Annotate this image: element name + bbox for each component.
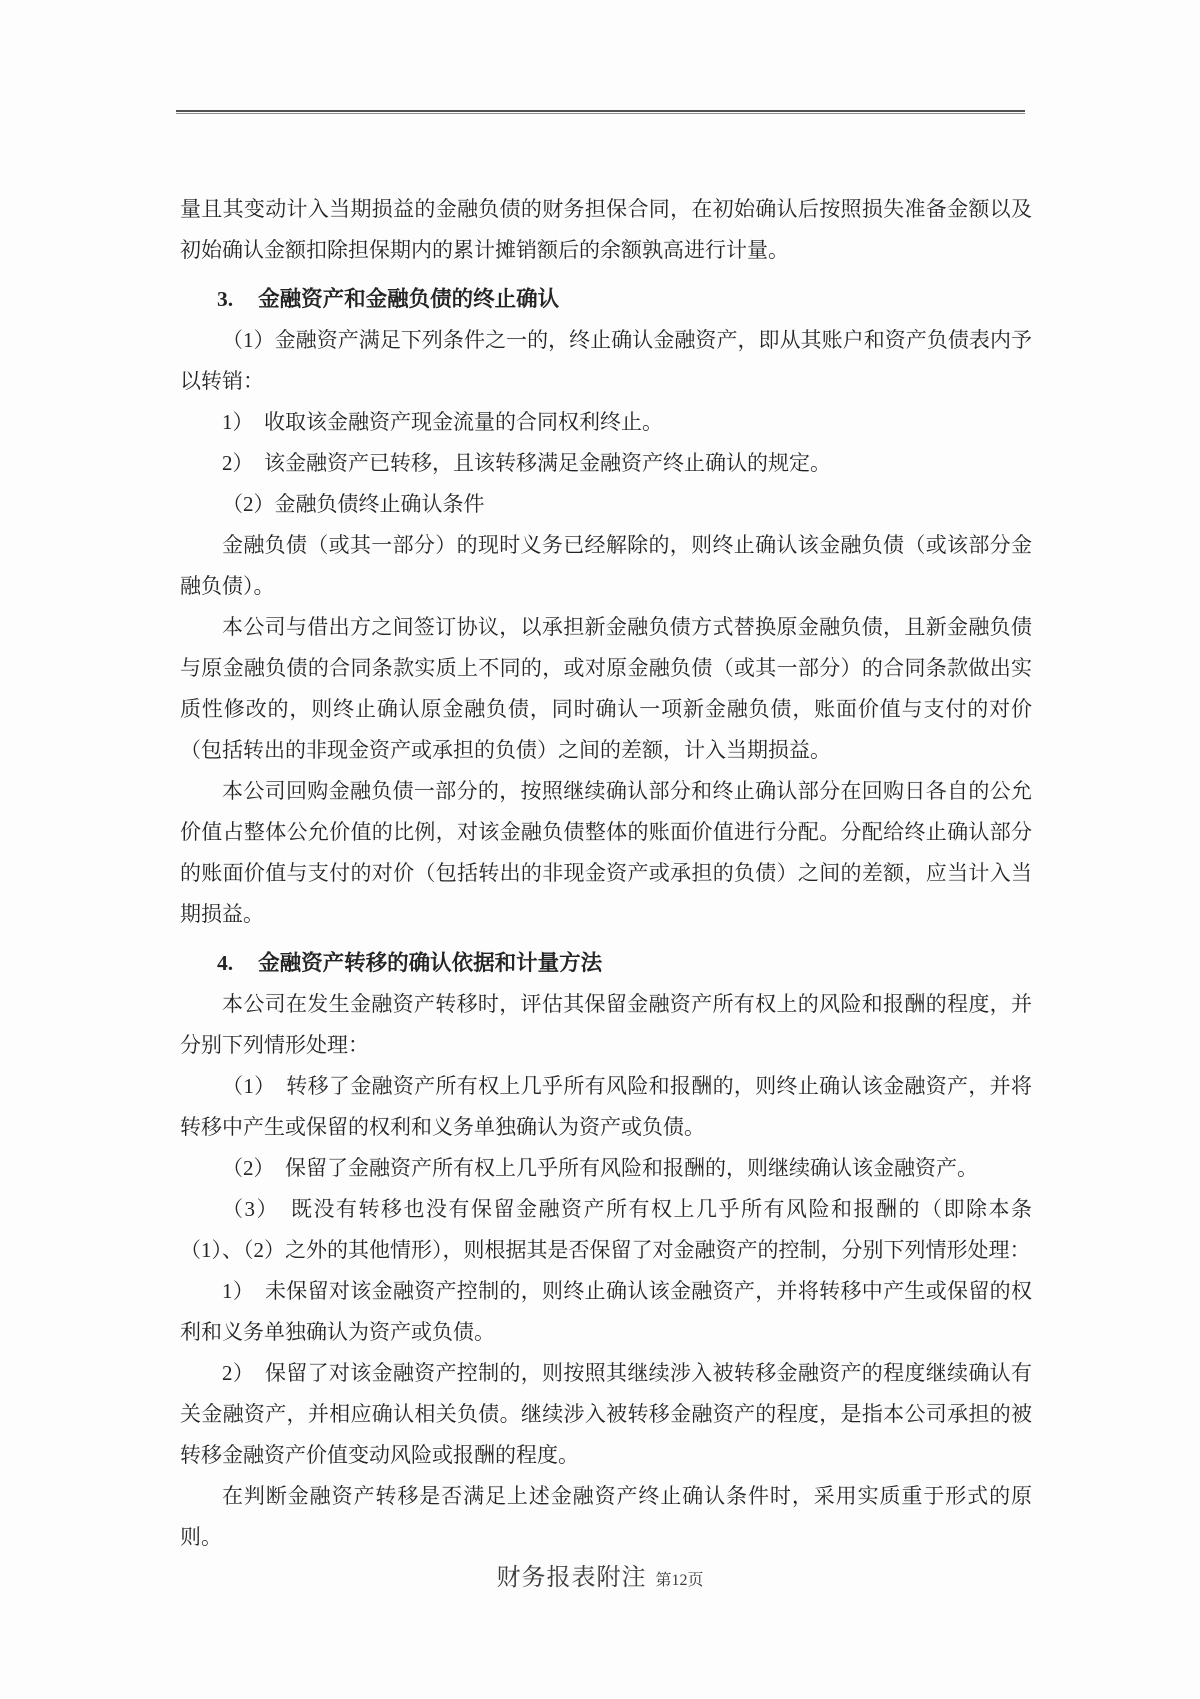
section-title: 金融资产转移的确认依据和计量方法 — [258, 951, 603, 975]
paragraph: 量且其变动计入当期损益的金融负债的财务担保合同，在初始确认后按照损失准备金额以及初始确认金额扣除担保期内的累计摊销额后的余额孰高进行计量。 — [180, 197, 1032, 262]
footer-doc-title: 财务报表附注 — [496, 1565, 647, 1591]
section-title: 金融资产和金融负债的终止确认 — [258, 287, 560, 311]
paragraph: （2）金融负债终止确认条件 — [222, 492, 485, 516]
page-footer — [0, 1557, 1200, 1592]
paragraph: 本公司回购金融负债一部分的，按照继续确认部分和终止确认部分在回购日各自的公允价值占整体公允价值的比例，对该金融负债整体的账面价值进行分配。分配给终止确认部分的账面价值与支付的对价（包括转出的非现金资产或承担的负债）之间的差额，应当计入当期损益。 — [180, 779, 1032, 926]
paragraph: 2） 保留了对该金融资产控制的，则按照其继续涉入被转移金融资产的程度继续确认有关金融资产，并相应确认相关负债。继续涉入被转移金融资产的程度，是指本公司承担的被转移金融资产价值变动风险或报酬的程度。 — [180, 1361, 1032, 1467]
paragraph: 1） 未保留对该金融资产控制的，则终止确认该金融资产，并将转移中产生或保留的权利和义务单独确认为资产或负债。 — [180, 1279, 1032, 1344]
paragraph: 金融负债（或其一部分）的现时义务已经解除的，则终止确认该金融负债（或该部分金融负债）。 — [180, 533, 1032, 598]
paragraph: 在判断金融资产转移是否满足上述金融资产终止确认条件时，采用实质重于形式的原则。 — [180, 1484, 1032, 1549]
document-body — [180, 189, 1032, 1558]
footer-page-number: 第12页 — [655, 1572, 704, 1589]
paragraph: 1） 收取该金融资产现金流量的合同权利终止。 — [222, 410, 663, 434]
paragraph: （2） 保留了金融资产所有权上几乎所有风险和报酬的，则继续确认该金融资产。 — [222, 1156, 978, 1180]
paragraph: （1）金融资产满足下列条件之一的，终止确认金融资产，即从其账户和资产负债表内予以转销： — [180, 328, 1032, 393]
paragraph: 本公司在发生金融资产转移时，评估其保留金融资产所有权上的风险和报酬的程度，并分别下列情形处理： — [180, 992, 1032, 1057]
paragraph: （3） 既没有转移也没有保留金融资产所有权上几乎所有风险和报酬的（即除本条（1）、（2）之外的其他情形），则根据其是否保留了对金融资产的控制，分别下列情形处理： — [180, 1197, 1032, 1262]
section-heading — [180, 943, 1032, 984]
paragraph: 本公司与借出方之间签订协议，以承担新金融负债方式替换原金融负债，且新金融负债与原金融负债的合同条款实质上不同的，或对原金融负债（或其一部分）的合同条款做出实质性修改的，则终止确认原金融负债，同时确认一项新金融负债，账面价值与支付的对价（包括转出的非现金资产或承担的负债）之间的差额，计入当期损益。 — [180, 615, 1032, 762]
section-number: 4. — [217, 951, 234, 975]
paragraph: （1） 转移了金融资产所有权上几乎所有风险和报酬的，则终止确认该金融资产，并将转移中产生或保留的权利和义务单独确认为资产或负债。 — [180, 1074, 1032, 1139]
paragraph: 2） 该金融资产已转移，且该转移满足金融资产终止确认的规定。 — [222, 451, 831, 475]
section-number: 3. — [217, 287, 234, 311]
section-heading — [180, 279, 1032, 320]
header-divider — [176, 110, 1025, 114]
